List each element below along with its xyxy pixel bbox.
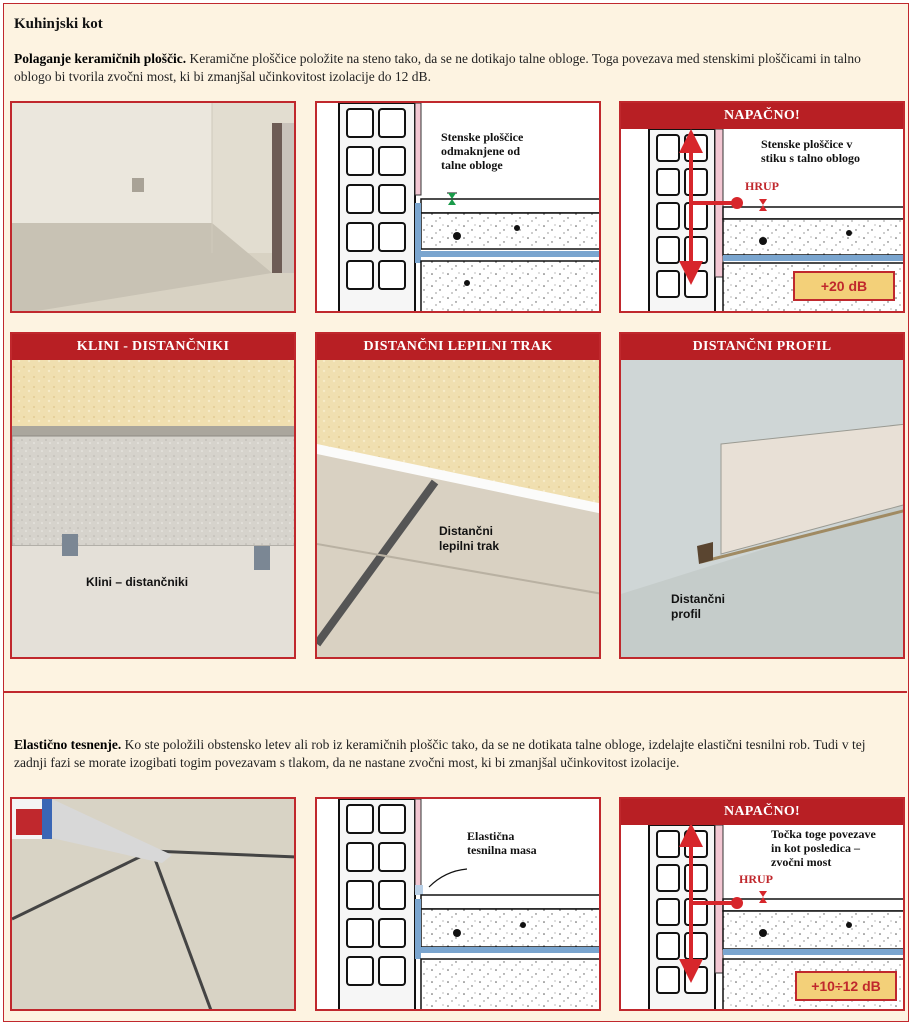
wrong2-db-badge: +10÷12 dB [795, 971, 897, 1001]
section2-text: Ko ste položili obstensko letev ali rob iz keramičnih ploščic tako, da se ne dotikata talne obloge, izdelajte elastični tesnilni rob. Tudi v tej zadnji fazi se morate izogibati togim povezavam s tlakom, da ne nastane zvočni most, ki bi zmanjšal učinkovitost izolacije. [14, 737, 866, 770]
wrong1-label-line2: stiku s talno oblogo [761, 151, 861, 165]
wrong2-header: NAPAČNO! [621, 799, 903, 825]
tape-label-line1: Distančni [439, 524, 494, 538]
section1-lead: Polaganje keramičnih ploščic. [14, 51, 187, 66]
wrong2-label-line1: Točka toge povezave [771, 827, 876, 841]
wrong1-header: NAPAČNO! [621, 103, 903, 129]
diagram1-label-line1: Stenske ploščice [441, 130, 524, 144]
wrong2-label-line3: zvočni most [771, 855, 832, 869]
profile-image [621, 334, 905, 659]
kitchen-corner-image [12, 103, 296, 313]
section1-paragraph [14, 50, 894, 86]
photo-kitchen-corner [10, 101, 296, 313]
page-title: Kuhinjski kot [14, 16, 103, 32]
section-divider [3, 691, 907, 693]
wrong2-noise-label: HRUP [739, 872, 773, 886]
wrong1-db-badge: +20 dB [793, 271, 895, 301]
diagram1-label-line3: talne obloge [441, 158, 503, 172]
diagram-elastic-seal [315, 797, 601, 1011]
section1-text: Keramične ploščice položite na steno tako, da se ne dotikajo talne obloge. Toga povezava med stenskimi ploščicami in talno oblogo bi tvorila zvočni most, ki bi zmanjšal učinkovitost izolacije do 12 dB. [14, 51, 861, 84]
photo-tape [315, 332, 601, 659]
diagram1-label-line2: odmaknjene od [441, 144, 521, 158]
seal-label-line1: Elastična [467, 829, 515, 843]
diagram-wrong-placement [619, 101, 905, 313]
profile-header: DISTANČNI PROFIL [621, 334, 903, 360]
wedges-image [12, 334, 296, 659]
photo-wedges [10, 332, 296, 659]
profile-label-line1: Distančni [671, 592, 726, 606]
profile-label-line2: profil [671, 607, 701, 621]
tape-label-line2: lepilni trak [439, 539, 500, 553]
elastic-seal-diagram [317, 799, 601, 1011]
section2-paragraph [14, 736, 894, 772]
diagram-wrong-seal [619, 797, 905, 1011]
diagram-correct-placement [315, 101, 601, 313]
wrong1-label-line1: Stenske ploščice v [761, 137, 853, 151]
tape-header: DISTANČNI LEPILNI TRAK [317, 334, 599, 360]
photo-sealant [10, 797, 296, 1011]
wedges-header: KLINI - DISTANČNIKI [12, 334, 294, 360]
wrong2-label-line2: in kot posledica – [771, 841, 861, 855]
photo-profile [619, 332, 905, 659]
tape-image [317, 334, 601, 659]
section2-lead: Elastično tesnenje. [14, 737, 122, 752]
wedges-label: Klini – distančniki [86, 575, 189, 589]
sealant-image [12, 799, 296, 1011]
wrong1-noise-label: HRUP [745, 179, 779, 193]
seal-label-line2: tesnilna masa [467, 843, 537, 857]
